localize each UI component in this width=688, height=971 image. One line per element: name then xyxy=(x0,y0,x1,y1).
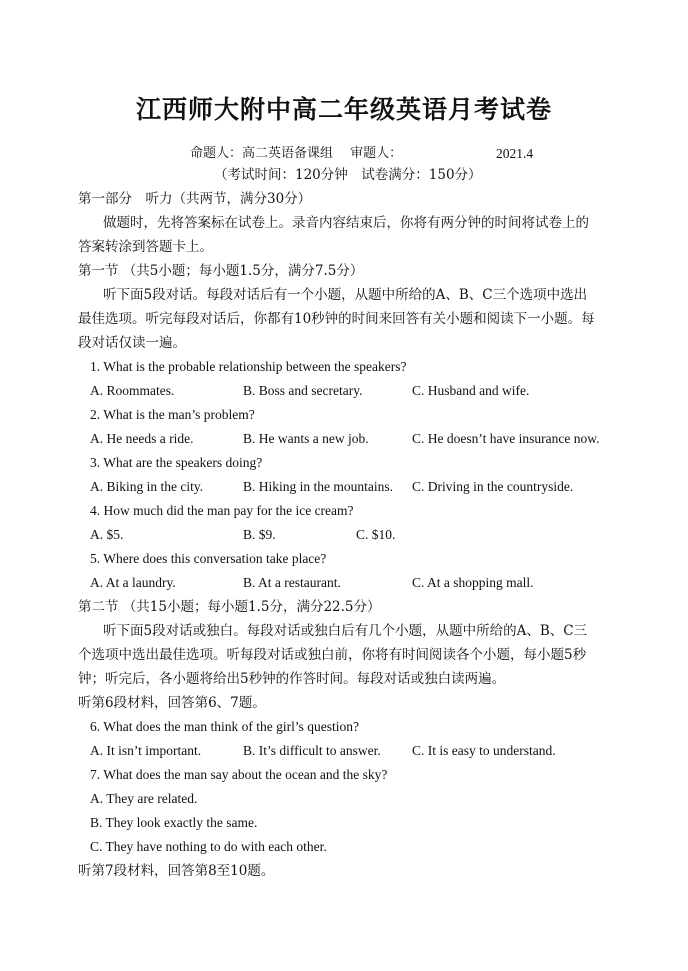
q6-option-c: C. It is easy to understand. xyxy=(412,743,556,758)
section2-instr-line3: 钟；听完后，各小题将给出5秒钟的作答时间。每段对话或独白读两遍。 xyxy=(78,671,506,687)
q5-option-c: C. At a shopping mall. xyxy=(412,575,534,590)
q4-option-c: C. $10. xyxy=(356,527,396,542)
q5-option-a: A. At a laundry. xyxy=(90,575,176,590)
q3-option-b: B. Hiking in the mountains. xyxy=(243,479,393,494)
q7-option-c: C. They have nothing to do with each other. xyxy=(90,839,327,854)
q7-option-a: A. They are related. xyxy=(90,791,198,806)
part1-intro-line2: 答案转涂到答题卡上。 xyxy=(78,239,213,255)
q2-option-c: C. He doesn’t have insurance now. xyxy=(412,431,600,446)
q2-option-b: B. He wants a new job. xyxy=(243,431,369,446)
question-7: 7. What does the man say about the ocean and the sky? xyxy=(90,767,388,782)
part1-heading: 第一部分 听力（共两节，满分30分） xyxy=(78,191,312,207)
exam-date: 2021.4 xyxy=(496,146,534,161)
question-2: 2. What is the man’s problem? xyxy=(90,407,255,422)
exam-title: 江西师大附中高二年级英语月考试卷 xyxy=(135,95,552,124)
q7-option-b: B. They look exactly the same. xyxy=(90,815,258,830)
section1-instr-line3: 段对话仅读一遍。 xyxy=(78,335,186,351)
q1-option-b: B. Boss and secretary. xyxy=(243,383,363,398)
q6-option-b: B. It’s difficult to answer. xyxy=(243,743,381,758)
material-7-heading: 听第7段材料，回答第8至10题。 xyxy=(78,863,275,879)
q2-option-a: A. He needs a ride. xyxy=(90,431,194,446)
section1-heading: 第一节 （共5小题；每小题1.5分，满分7.5分） xyxy=(78,263,364,279)
q6-option-a: A. It isn’t important. xyxy=(90,743,202,758)
q1-option-c: C. Husband and wife. xyxy=(412,383,530,398)
q3-option-a: A. Biking in the city. xyxy=(90,479,204,494)
question-1: 1. What is the probable relationship between the speakers? xyxy=(90,359,407,374)
q4-option-a: A. $5. xyxy=(90,527,124,542)
q4-option-b: B. $9. xyxy=(243,527,276,542)
exam-info: （考试时间：120分钟 试卷满分：150分） xyxy=(214,167,482,183)
section1-instr-line2: 最佳选项。听完每段对话后，你都有10秒钟的时间来回答有关小题和阅读下一小题。每 xyxy=(78,311,595,327)
q3-option-c: C. Driving in the countryside. xyxy=(412,479,574,494)
question-3: 3. What are the speakers doing? xyxy=(90,455,263,470)
author-line: 命题人：高二英语备课组 审题人： xyxy=(190,146,403,161)
question-5: 5. Where does this conversation take place? xyxy=(90,551,327,566)
material-6-heading: 听第6段材料，回答第6、7题。 xyxy=(78,695,266,711)
q5-option-b: B. At a restaurant. xyxy=(243,575,341,590)
section2-instr-line2: 个选项中选出最佳选项。听每段对话或独白前，你将有时间阅读各个小题，每小题5秒 xyxy=(78,647,587,663)
part1-intro-line1: 做题时，先将答案标在试卷上。录音内容结束后，你将有两分钟的时间将试卷上的 xyxy=(103,215,589,231)
q1-option-a: A. Roommates. xyxy=(90,383,175,398)
question-6: 6. What does the man think of the girl’s question? xyxy=(90,719,359,734)
section2-instr-line1: 听下面5段对话或独白。每段对话或独白后有几个小题，从题中所给的A、B、C三 xyxy=(103,623,588,639)
section1-instr-line1: 听下面5段对话。每段对话后有一个小题，从题中所给的A、B、C三个选项中选出 xyxy=(103,287,588,303)
section2-heading: 第二节 （共15小题；每小题1.5分，满分22.5分） xyxy=(78,599,381,615)
question-4: 4. How much did the man pay for the ice cream? xyxy=(90,503,354,518)
